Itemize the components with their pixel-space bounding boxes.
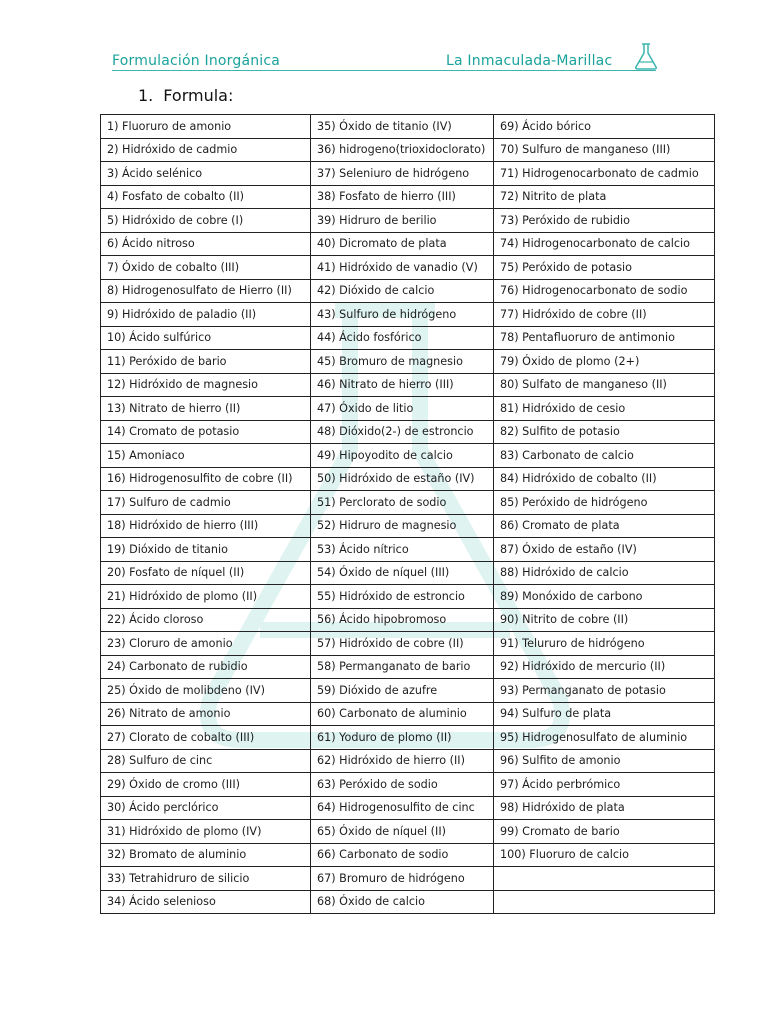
table-row xyxy=(101,256,715,280)
table-cell: 31) Hidróxido de plomo (IV) xyxy=(101,820,311,844)
table-cell: 34) Ácido selenioso xyxy=(101,890,311,914)
table-cell: 16) Hidrogenosulfito de cobre (II) xyxy=(101,467,311,491)
table-cell: 45) Bromuro de magnesio xyxy=(311,350,494,374)
formula-table xyxy=(100,114,715,914)
table-row xyxy=(101,303,715,327)
table-row xyxy=(101,702,715,726)
section-heading xyxy=(138,86,233,105)
table-cell: 98) Hidróxido de plata xyxy=(494,796,715,820)
table-cell: 49) Hipoyodito de calcio xyxy=(311,444,494,468)
table-row xyxy=(101,444,715,468)
table-row xyxy=(101,561,715,585)
table-cell: 58) Permanganato de bario xyxy=(311,655,494,679)
table-cell: 93) Permanganato de potasio xyxy=(494,679,715,703)
table-cell: 7) Óxido de cobalto (III) xyxy=(101,256,311,280)
table-row xyxy=(101,843,715,867)
table-cell: 43) Sulfuro de hidrógeno xyxy=(311,303,494,327)
table-cell: 11) Peróxido de bario xyxy=(101,350,311,374)
table-cell: 10) Ácido sulfúrico xyxy=(101,326,311,350)
table-cell: 52) Hidruro de magnesio xyxy=(311,514,494,538)
table-cell: 18) Hidróxido de hierro (III) xyxy=(101,514,311,538)
table-row xyxy=(101,232,715,256)
table-cell: 65) Óxido de níquel (II) xyxy=(311,820,494,844)
table-row xyxy=(101,632,715,656)
table-row xyxy=(101,185,715,209)
table-cell: 25) Óxido de molibdeno (IV) xyxy=(101,679,311,703)
table-cell: 90) Nitrito de cobre (II) xyxy=(494,608,715,632)
table-cell: 22) Ácido cloroso xyxy=(101,608,311,632)
table-cell: 95) Hidrogenosulfato de aluminio xyxy=(494,726,715,750)
table-cell: 89) Monóxido de carbono xyxy=(494,585,715,609)
table-row xyxy=(101,820,715,844)
table-cell: 33) Tetrahidruro de silicio xyxy=(101,867,311,891)
table-cell: 23) Cloruro de amonio xyxy=(101,632,311,656)
table-cell: 50) Hidróxido de estaño (IV) xyxy=(311,467,494,491)
table-cell: 75) Peróxido de potasio xyxy=(494,256,715,280)
table-cell: 72) Nitrito de plata xyxy=(494,185,715,209)
flask-icon xyxy=(633,42,659,70)
section-title: Formula: xyxy=(163,86,234,105)
table-cell: 1) Fluoruro de amonio xyxy=(101,115,311,139)
table-cell: 86) Cromato de plata xyxy=(494,514,715,538)
table-cell: 80) Sulfato de manganeso (II) xyxy=(494,373,715,397)
table-row xyxy=(101,796,715,820)
table-cell: 35) Óxido de titanio (IV) xyxy=(311,115,494,139)
table-cell: 5) Hidróxido de cobre (I) xyxy=(101,209,311,233)
table-cell xyxy=(494,867,715,891)
table-cell: 68) Óxido de calcio xyxy=(311,890,494,914)
header-subject: Formulación Inorgánica xyxy=(112,53,281,69)
table-row xyxy=(101,679,715,703)
table-cell: 53) Ácido nítrico xyxy=(311,538,494,562)
table-cell: 83) Carbonato de calcio xyxy=(494,444,715,468)
table-cell: 27) Clorato de cobalto (III) xyxy=(101,726,311,750)
table-cell: 6) Ácido nitroso xyxy=(101,232,311,256)
table-cell: 73) Peróxido de rubidio xyxy=(494,209,715,233)
table-cell: 29) Óxido de cromo (III) xyxy=(101,773,311,797)
table-cell: 15) Amoniaco xyxy=(101,444,311,468)
table-row xyxy=(101,726,715,750)
table-cell: 14) Cromato de potasio xyxy=(101,420,311,444)
table-cell: 12) Hidróxido de magnesio xyxy=(101,373,311,397)
table-cell: 17) Sulfuro de cadmio xyxy=(101,491,311,515)
table-cell: 39) Hidruro de berilio xyxy=(311,209,494,233)
table-cell: 4) Fosfato de cobalto (II) xyxy=(101,185,311,209)
table-cell: 84) Hidróxido de cobalto (II) xyxy=(494,467,715,491)
table-row xyxy=(101,538,715,562)
table-row xyxy=(101,373,715,397)
table-row xyxy=(101,467,715,491)
table-cell: 60) Carbonato de aluminio xyxy=(311,702,494,726)
table-cell: 82) Sulfito de potasio xyxy=(494,420,715,444)
table-cell: 67) Bromuro de hidrógeno xyxy=(311,867,494,891)
table-cell: 85) Peróxido de hidrógeno xyxy=(494,491,715,515)
table-cell: 99) Cromato de bario xyxy=(494,820,715,844)
table-cell: 24) Carbonato de rubidio xyxy=(101,655,311,679)
table-cell: 88) Hidróxido de calcio xyxy=(494,561,715,585)
table-cell: 46) Nitrato de hierro (III) xyxy=(311,373,494,397)
header-school: La Inmaculada-Marillac xyxy=(446,53,613,69)
table-cell: 21) Hidróxido de plomo (II) xyxy=(101,585,311,609)
table-cell: 61) Yoduro de plomo (II) xyxy=(311,726,494,750)
table-cell: 48) Dióxido(2-) de estroncio xyxy=(311,420,494,444)
table-cell: 32) Bromato de aluminio xyxy=(101,843,311,867)
table-cell: 70) Sulfuro de manganeso (III) xyxy=(494,138,715,162)
table-row xyxy=(101,115,715,139)
table-cell: 47) Óxido de litio xyxy=(311,397,494,421)
table-cell: 74) Hidrogenocarbonato de calcio xyxy=(494,232,715,256)
table-cell: 76) Hidrogenocarbonato de sodio xyxy=(494,279,715,303)
table-row xyxy=(101,655,715,679)
table-cell: 55) Hidróxido de estroncio xyxy=(311,585,494,609)
table-row xyxy=(101,773,715,797)
table-row xyxy=(101,749,715,773)
table-row xyxy=(101,608,715,632)
table-cell: 37) Seleniuro de hidrógeno xyxy=(311,162,494,186)
table-row xyxy=(101,209,715,233)
table-row xyxy=(101,162,715,186)
table-cell: 2) Hidróxido de cadmio xyxy=(101,138,311,162)
table-row xyxy=(101,420,715,444)
table-cell: 69) Ácido bórico xyxy=(494,115,715,139)
table-cell: 13) Nitrato de hierro (II) xyxy=(101,397,311,421)
table-cell: 9) Hidróxido de paladio (II) xyxy=(101,303,311,327)
table-cell: 79) Óxido de plomo (2+) xyxy=(494,350,715,374)
section-number: 1. xyxy=(138,86,154,105)
header-divider xyxy=(112,70,656,71)
table-cell: 36) hidrogeno(trioxidoclorato) xyxy=(311,138,494,162)
table-cell: 40) Dicromato de plata xyxy=(311,232,494,256)
table-row xyxy=(101,397,715,421)
table-cell: 59) Dióxido de azufre xyxy=(311,679,494,703)
table-row xyxy=(101,514,715,538)
table-row xyxy=(101,350,715,374)
table-cell: 81) Hidróxido de cesio xyxy=(494,397,715,421)
table-cell: 66) Carbonato de sodio xyxy=(311,843,494,867)
table-cell: 54) Óxido de níquel (III) xyxy=(311,561,494,585)
table-cell xyxy=(494,890,715,914)
table-row xyxy=(101,890,715,914)
table-row xyxy=(101,867,715,891)
table-cell: 91) Telururo de hidrógeno xyxy=(494,632,715,656)
table-cell: 71) Hidrogenocarbonato de cadmio xyxy=(494,162,715,186)
table-cell: 8) Hidrogenosulfato de Hierro (II) xyxy=(101,279,311,303)
table-cell: 64) Hidrogenosulfito de cinc xyxy=(311,796,494,820)
table-cell: 20) Fosfato de níquel (II) xyxy=(101,561,311,585)
table-cell: 28) Sulfuro de cinc xyxy=(101,749,311,773)
table-cell: 41) Hidróxido de vanadio (V) xyxy=(311,256,494,280)
table-row xyxy=(101,491,715,515)
table-cell: 44) Ácido fosfórico xyxy=(311,326,494,350)
table-cell: 51) Perclorato de sodio xyxy=(311,491,494,515)
table-cell: 94) Sulfuro de plata xyxy=(494,702,715,726)
table-cell: 87) Óxido de estaño (IV) xyxy=(494,538,715,562)
table-cell: 63) Peróxido de sodio xyxy=(311,773,494,797)
table-cell: 78) Pentafluoruro de antimonio xyxy=(494,326,715,350)
table-cell: 100) Fluoruro de calcio xyxy=(494,843,715,867)
table-row xyxy=(101,326,715,350)
table-row xyxy=(101,279,715,303)
table-cell: 77) Hidróxido de cobre (II) xyxy=(494,303,715,327)
table-cell: 42) Dióxido de calcio xyxy=(311,279,494,303)
table-cell: 19) Dióxido de titanio xyxy=(101,538,311,562)
table-cell: 96) Sulfito de amonio xyxy=(494,749,715,773)
table-cell: 3) Ácido selénico xyxy=(101,162,311,186)
table-cell: 26) Nitrato de amonio xyxy=(101,702,311,726)
table-cell: 38) Fosfato de hierro (III) xyxy=(311,185,494,209)
page-header xyxy=(112,52,656,72)
table-cell: 62) Hidróxido de hierro (II) xyxy=(311,749,494,773)
table-cell: 30) Ácido perclórico xyxy=(101,796,311,820)
table-cell: 56) Ácido hipobromoso xyxy=(311,608,494,632)
table-row xyxy=(101,585,715,609)
table-cell: 97) Ácido perbrómico xyxy=(494,773,715,797)
formula-table-body xyxy=(101,115,715,914)
table-row xyxy=(101,138,715,162)
table-cell: 57) Hidróxido de cobre (II) xyxy=(311,632,494,656)
table-cell: 92) Hidróxido de mercurio (II) xyxy=(494,655,715,679)
